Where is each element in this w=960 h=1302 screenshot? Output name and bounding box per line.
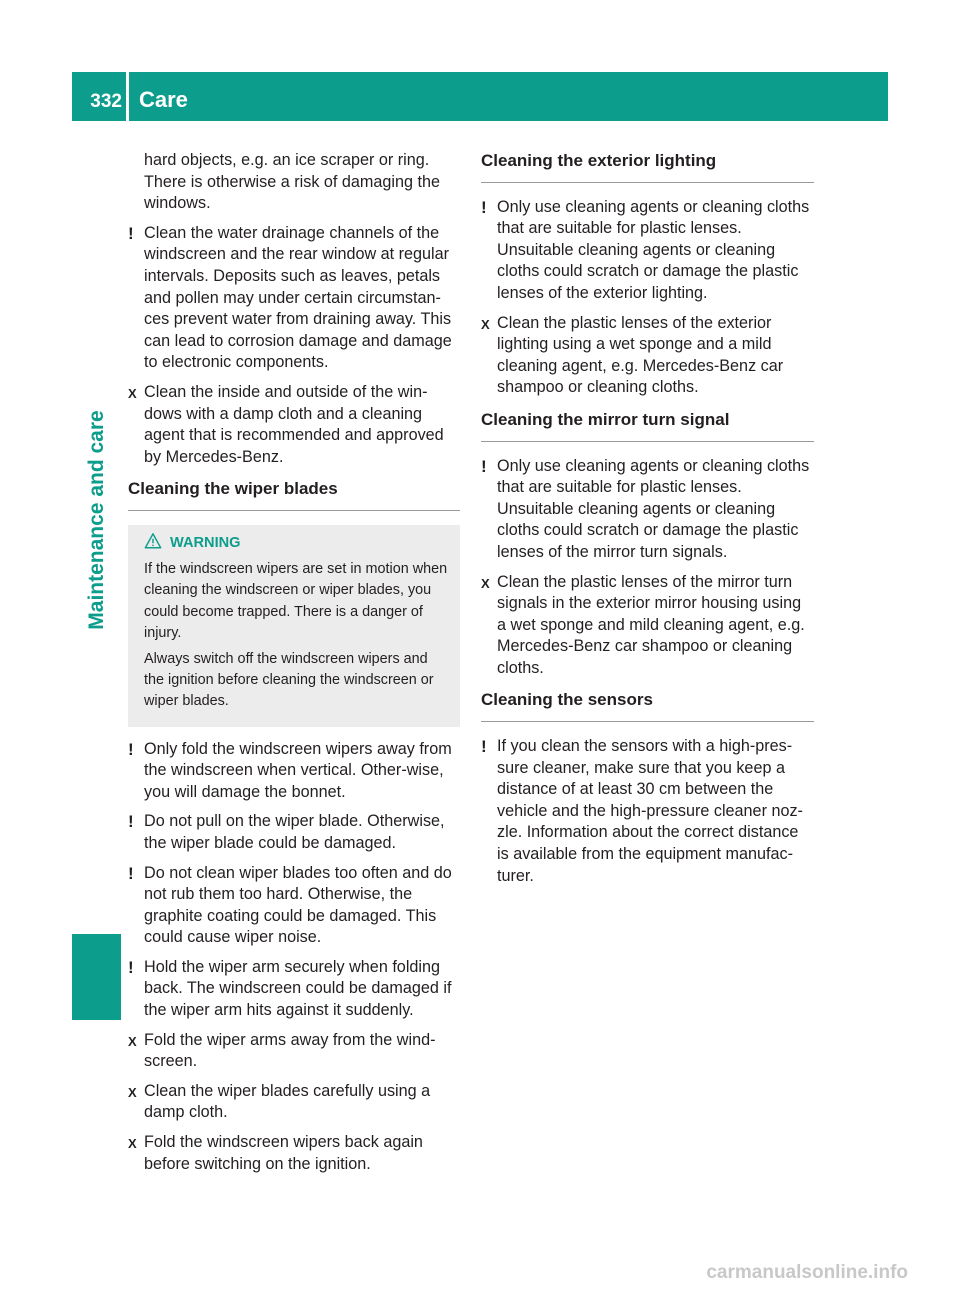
notice-sensors	[481, 736, 814, 887]
warning-header	[144, 533, 450, 554]
step-clean-windows	[128, 382, 460, 468]
step-text: Fold the windscreen wipers back again before switching on the ignition.	[144, 1133, 423, 1173]
step-text: Clean the plastic lenses of the exterior lighting using a wet sponge and a mild cleaning agent, e.g. Mercedes-Benz car shampoo or cleaning cloths.	[497, 313, 784, 397]
warning-text-2: Always switch off the windscreen wipers and the ignition before cleaning the windscreen or wiper blades.	[144, 650, 434, 710]
notice-icon: !	[481, 197, 487, 217]
right-column	[481, 150, 814, 895]
notice-hold-wiper-arm	[128, 957, 460, 1022]
notice-icon: !	[128, 812, 134, 832]
warning-text-1: If the windscreen wipers are set in motion when cleaning the windscreen or wiper blades, you could become trapped. There is a danger of injury.	[144, 561, 448, 641]
heading-sensors: Cleaning the sensors	[481, 689, 814, 722]
section-title: Care	[139, 87, 188, 112]
step-text: Clean the plastic lenses of the mirror turn signals in the exterior mirror housing using a wet sponge and mild cleaning agent, e.g. Mercedes-Benz car shampoo or cleaning cloths.	[497, 572, 805, 677]
step-icon: X	[128, 385, 137, 401]
step-icon: X	[128, 1084, 137, 1100]
side-tab-marker	[72, 934, 121, 1020]
notice-text: Hold the wiper arm securely when folding back. The windscreen could be damaged if the wiper arm hits against it suddenly.	[144, 957, 452, 1020]
step-icon: X	[481, 316, 490, 332]
step-clean-blades	[128, 1081, 460, 1124]
step-icon: X	[481, 575, 490, 591]
notice-drainage	[128, 223, 460, 374]
notice-text: Clean the water drainage channels of the windscreen and the rear window at regular intervals. Deposits such as leaves, petals and pollen may under certain circumstan-ces prevent water from draining away. This can lead to corrosion damage and damage to electronic components.	[144, 223, 452, 372]
warning-label: WARNING	[170, 534, 241, 551]
step-icon: X	[128, 1033, 137, 1049]
notice-icon: !	[128, 223, 134, 243]
warning-triangle-icon	[144, 532, 162, 550]
side-tab-label: Maintenance and care	[85, 410, 108, 630]
header-bar	[72, 72, 888, 121]
notice-do-not-clean-often	[128, 863, 460, 949]
step-icon: X	[128, 1136, 137, 1152]
warning-box	[128, 525, 460, 727]
notice-text: Do not clean wiper blades too often and do not rub them too hard. Otherwise, the graphite coating could be damaged. This could cause wiper noise.	[144, 863, 452, 947]
notice-do-not-pull	[128, 811, 460, 854]
page-number: 332	[90, 91, 122, 112]
step-text: Clean the inside and outside of the win-dows with a damp cloth and a cleaning agent that is recommended and approved by Mercedes-Benz.	[144, 382, 444, 466]
notice-icon: !	[481, 456, 487, 476]
header-divider	[126, 72, 129, 121]
heading-mirror-turn-signal: Cleaning the mirror turn signal	[481, 409, 814, 442]
notice-icon: !	[481, 737, 487, 757]
left-column	[128, 150, 460, 1183]
notice-text: Only fold the windscreen wipers away from the windscreen when vertical. Other-wise, you will damage the bonnet.	[144, 739, 452, 801]
step-fold-wipers	[128, 1030, 460, 1073]
notice-icon: !	[128, 739, 134, 759]
notice-text: If you clean the sensors with a high-pres-sure cleaner, make sure that you keep a distance of at least 30 cm between the vehicle and the high-pressure cleaner noz-zle. Information about the correct distance is available from the equipment manufac-turer.	[497, 737, 803, 885]
notice-text: Do not pull on the wiper blade. Otherwise, the wiper blade could be damaged.	[144, 812, 445, 852]
notice-icon: !	[128, 957, 134, 977]
notice-exterior-lighting	[481, 197, 814, 305]
notice-mirror-turn-signal	[481, 456, 814, 564]
step-text: Fold the wiper arms away from the wind-screen.	[144, 1030, 436, 1071]
heading-wiper-blades: Cleaning the wiper blades	[128, 478, 460, 511]
intro-text: hard objects, e.g. an ice scraper or ring. There is otherwise a risk of damaging the windows.	[144, 151, 441, 213]
notice-icon: !	[128, 863, 134, 883]
heading-exterior-lighting: Cleaning the exterior lighting	[481, 150, 814, 183]
notice-fold-vertical	[128, 739, 460, 804]
step-mirror-turn-signal	[481, 572, 814, 680]
footer-watermark[interactable]: carmanualsonline.info	[706, 1262, 908, 1283]
step-exterior-lighting	[481, 313, 814, 399]
step-text: Clean the wiper blades carefully using a damp cloth.	[144, 1081, 431, 1122]
notice-text: Only use cleaning agents or cleaning cloths that are suitable for plastic lenses. Unsuitable cleaning agents or cleaning cloths could scratch or damage the plastic lenses of the exterior lighting.	[497, 197, 810, 302]
notice-text: Only use cleaning agents or cleaning cloths that are suitable for plastic lenses. Unsuitable cleaning agents or cleaning cloths could scratch or damage the plastic lenses of the mirror turn signals.	[497, 456, 810, 561]
step-fold-back	[128, 1132, 460, 1175]
